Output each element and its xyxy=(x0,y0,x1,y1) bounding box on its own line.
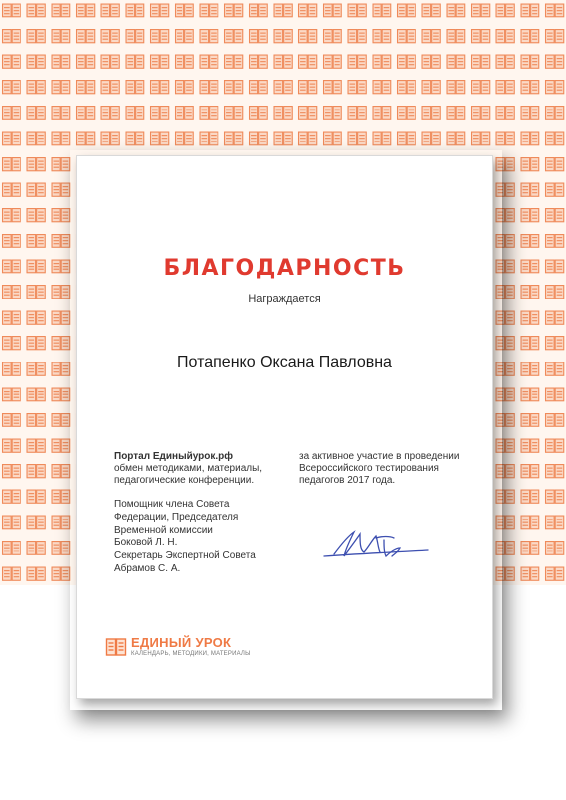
certificate-title: БЛАГОДАРНОСТЬ xyxy=(163,256,406,281)
signer-line: Абрамов С. А. xyxy=(114,562,181,574)
recipient-name: Потапенко Оксана Павловна xyxy=(177,354,392,371)
signer-line: Помощник члена Совета xyxy=(114,499,230,510)
logo-name: ЕДИНЫЙ УРОК xyxy=(131,635,232,650)
signer-line: Секретарь Экспертной Совета xyxy=(114,550,256,562)
portal-description: обмен методиками, материалы, педагогические конференции. xyxy=(114,463,263,486)
signers-block xyxy=(114,499,304,576)
signature-icon xyxy=(320,526,430,562)
edinyi-urok-logo xyxy=(105,636,251,658)
certificate-card xyxy=(76,155,493,699)
signer-line: Федерации, Председателя xyxy=(114,511,239,523)
portal-info xyxy=(114,451,294,487)
open-book-icon xyxy=(105,636,127,658)
portal-name: Портал Единыйурок.рф xyxy=(114,451,234,462)
award-reason: за активное участие в проведении Всероссийского тестирования педагогов 2017 года. xyxy=(299,451,460,486)
certificate-subtitle: Награждается xyxy=(248,293,321,305)
signer-line: Боковой Л. Н. xyxy=(114,537,178,549)
logo-tagline: КАЛЕНДАРЬ, МЕТОДИКИ, МАТЕРИАЛЫ xyxy=(131,651,251,657)
signer-line: Временной комиссии xyxy=(114,524,213,536)
